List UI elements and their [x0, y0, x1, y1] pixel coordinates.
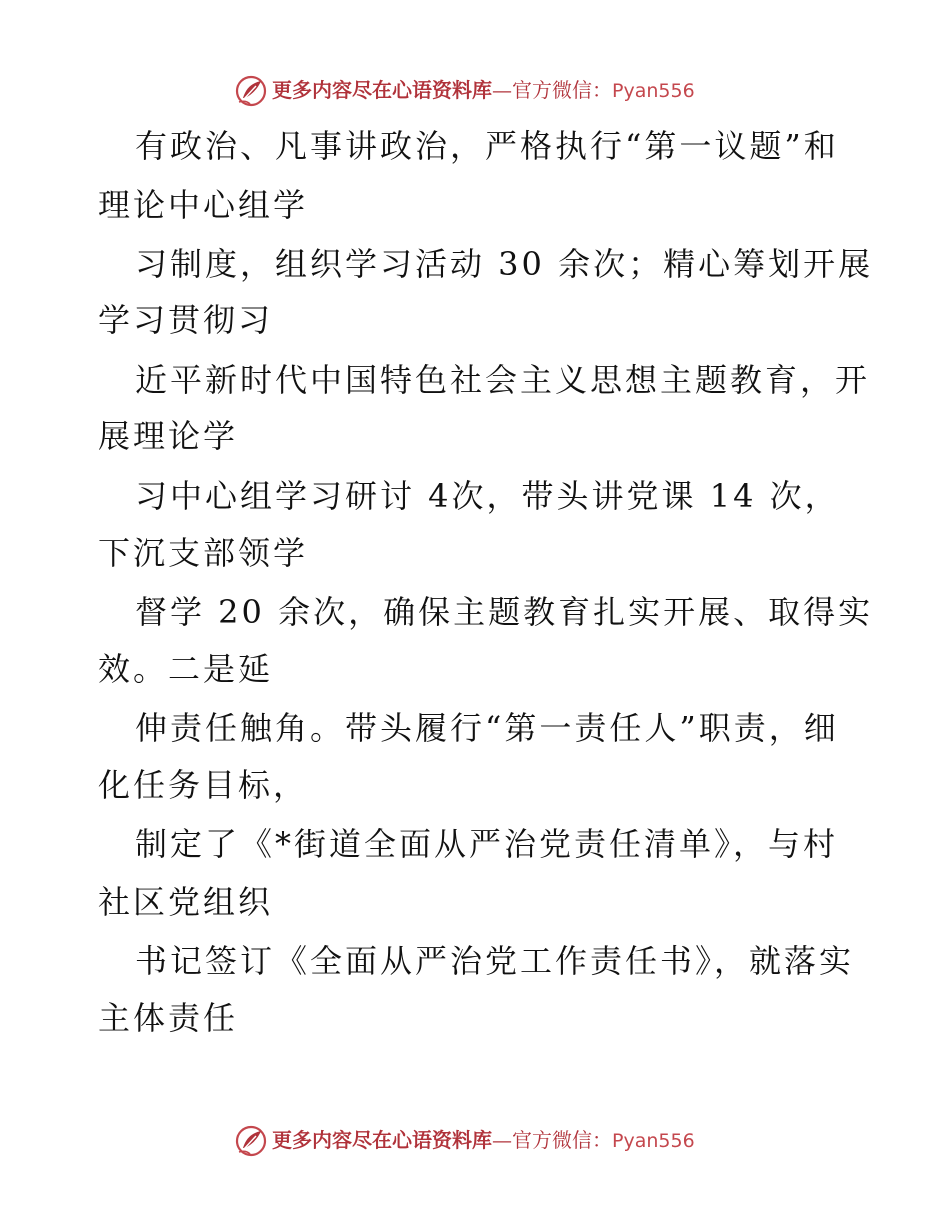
body-line: 社区党组织: [98, 883, 274, 921]
body-line: 书记签订《全面从严治党工作责任书》，就落实: [135, 942, 855, 980]
body-line: 有政治、凡事讲政治，严格执行“第一议题”和: [135, 127, 839, 165]
banner-dash: —: [492, 78, 512, 102]
banner-wechat-label: 官方微信：: [512, 1128, 612, 1152]
header-banner: [0, 70, 950, 110]
body-line: 近平新时代中国特色社会主义思想主题教育，开: [135, 361, 871, 399]
body-line: 效。二是延: [98, 650, 274, 688]
body-line: 主体责任: [98, 999, 239, 1037]
body-line: 化任务目标，: [98, 766, 309, 804]
banner-dash: —: [492, 1128, 512, 1152]
body-line: 伸责任触角。带头履行“第一责任人”职责，细: [135, 709, 839, 747]
banner-text: [272, 1128, 695, 1153]
body-line: 习中心组学习研讨 4次，带头讲党课 14 次，: [135, 477, 840, 515]
footer-banner: [0, 1120, 950, 1160]
body-line: 展理论学: [98, 417, 239, 455]
leaf-pen-logo-icon: [234, 1124, 268, 1158]
banner-wechat-id: Pyan556: [612, 1130, 695, 1152]
body-line: 下沉支部领学: [98, 534, 309, 572]
body-line: 督学 20 余次，确保主题教育扎实开展、取得实: [135, 593, 874, 631]
banner-main-text: 更多内容尽在心语资料库: [272, 78, 492, 102]
body-line: 制定了《*街道全面从严治党责任清单》，与村: [135, 825, 839, 863]
body-line: 学习贯彻习: [98, 301, 274, 339]
banner-main-text: 更多内容尽在心语资料库: [272, 1128, 492, 1152]
banner-wechat-id: Pyan556: [612, 80, 695, 102]
banner-wechat-label: 官方微信：: [512, 78, 612, 102]
banner-text: [272, 78, 695, 103]
body-line: 理论中心组学: [98, 186, 309, 224]
body-line: 习制度，组织学习活动 30 余次；精心筹划开展: [135, 245, 874, 283]
leaf-pen-logo-icon: [234, 74, 268, 108]
